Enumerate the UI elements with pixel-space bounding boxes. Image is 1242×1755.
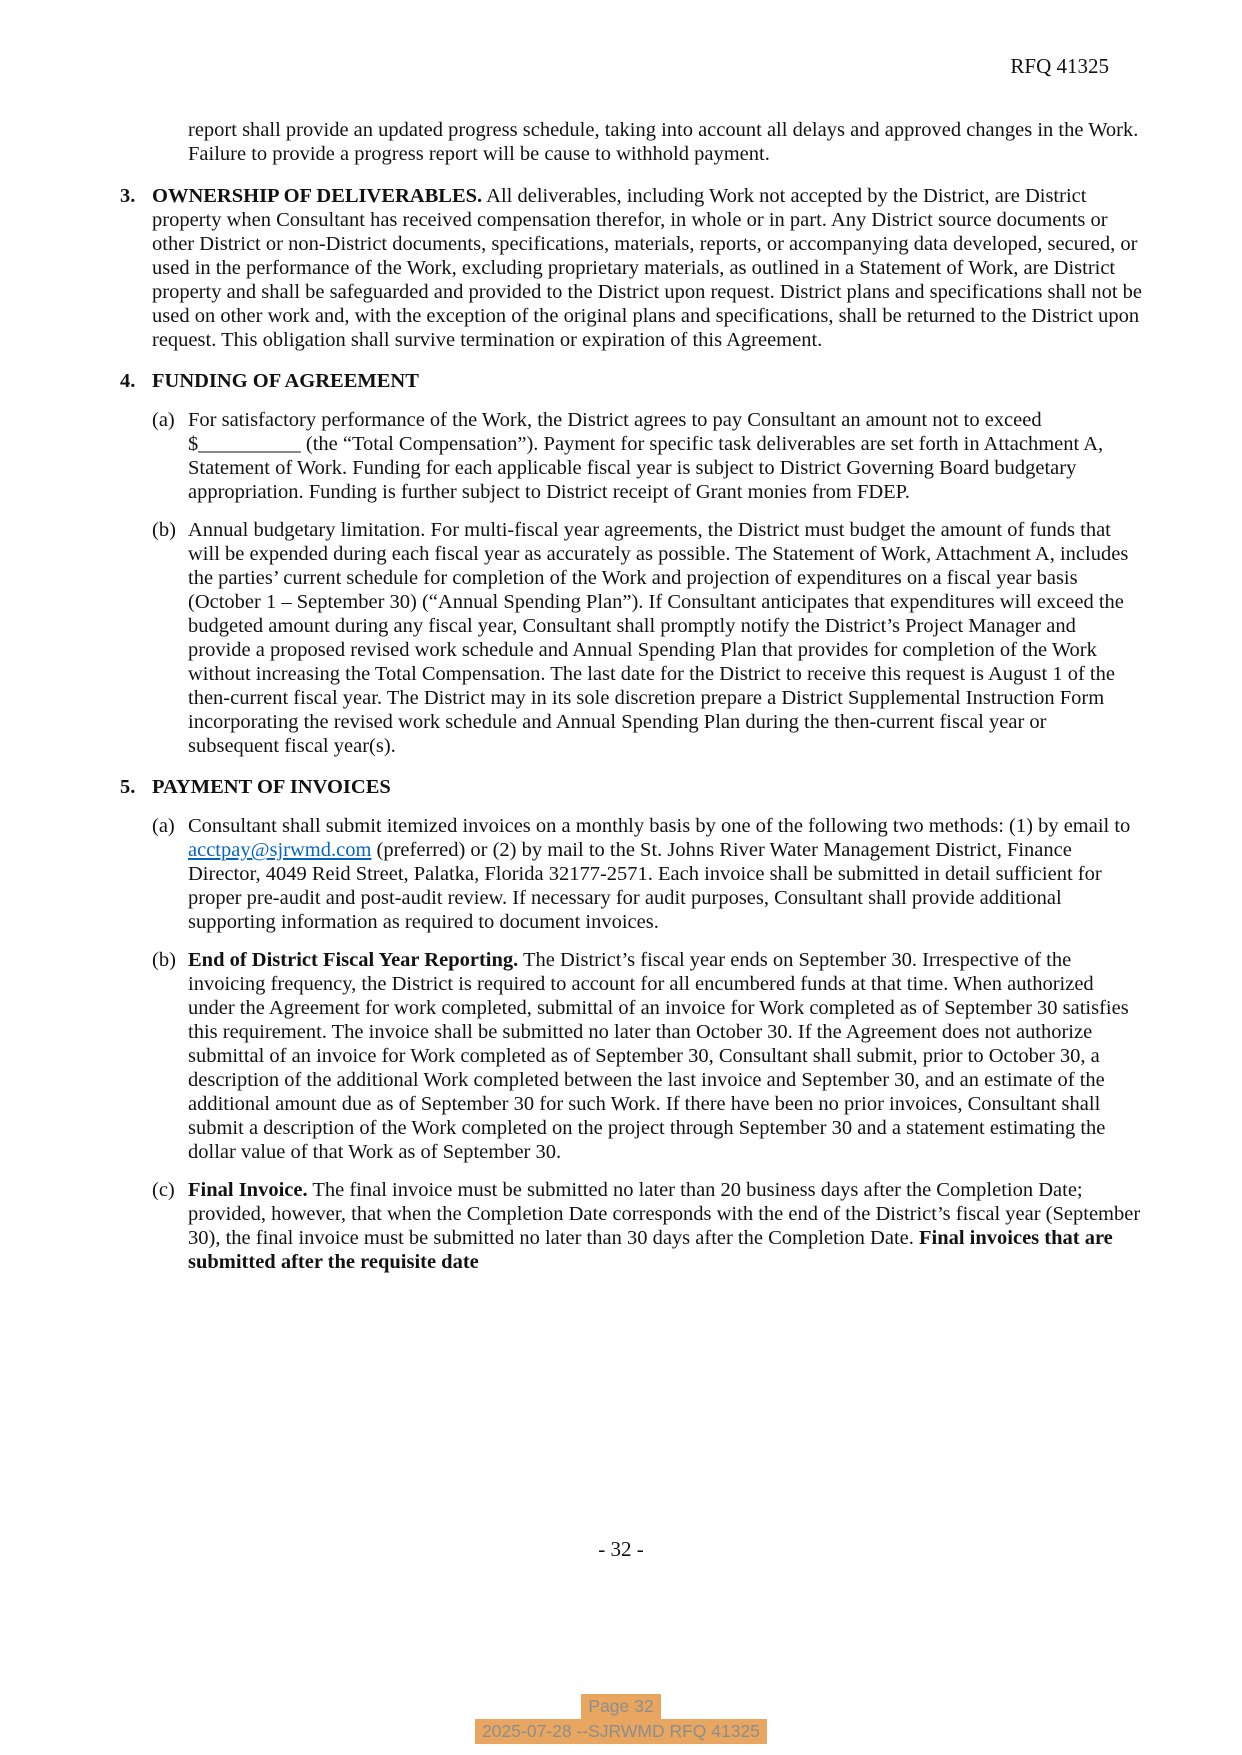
section-3-number: 3. [120, 185, 136, 207]
section-3-paragraph [152, 184, 1142, 352]
item-5b-bold-lead: End of District Fiscal Year Reporting. [188, 949, 519, 971]
section-5-item-a [152, 814, 1142, 934]
item-marker-5c: (c) [152, 1179, 175, 1201]
section-4-number: 4. [120, 370, 136, 392]
section-4-title: FUNDING OF AGREEMENT [152, 370, 419, 392]
section-4-body [152, 369, 1142, 758]
section-5-item-c [152, 1178, 1142, 1274]
section-5-item-b [152, 948, 1142, 1164]
item-marker-4b: (b) [152, 519, 176, 541]
section-3-text: All deliverables, including Work not accepted by the District, are District property when Consultant has received compensation therefor, in whole or in part. Any District source documents or other District or non-District documents, specifications, materials, reports, or accompanying data developed, secured, or used in the performance of the Work, excluding proprietary materials, as outlined in a Statement of Work, are District property and shall be safeguarded and provided to the District upon request. District plans and specifications shall not be used on other work and, with the exception of the original plans and specifications, shall be returned to the District upon request. This obligation shall survive termination or expiration of this Agreement. [152, 185, 1142, 351]
item-text-5a [188, 814, 1142, 934]
continuation-paragraph: report shall provide an updated progress schedule, taking into account all delays and approved changes in the Work. Failure to provide a progress report will be cause to withhold payment. [188, 119, 1139, 165]
section-5 [120, 775, 1142, 1274]
section-5-body [152, 775, 1142, 1274]
item-5b-text: The District’s fiscal year ends on September 30. Irrespective of the invoicing frequency, the District is required to account for all encumbered funds at that time. When authorized under the Agreement for work completed, submittal of an invoice for Work completed as of September 30 satisfies this requirement. The invoice shall be submitted no later than October 30. If the Agreement does not authorize submittal of an invoice for Work completed as of September 30, Consultant shall submit, prior to October 30, a description of the additional Work completed between the last invoice and September 30, and an estimate of the additional amount due as of September 30 for such Work. If there have been no prior invoices, Consultant shall submit a description of the Work completed on the project through September 30 and a statement estimating the dollar value of that Work as of September 30. [188, 949, 1129, 1163]
section-4-item-b [152, 518, 1142, 758]
section-3 [120, 184, 1142, 352]
section-5-title: PAYMENT OF INVOICES [152, 776, 391, 798]
stamp-page-label: Page 32 [581, 1694, 660, 1719]
stamp-date-label: 2025-07-28 --SJRWMD RFQ 41325 [475, 1719, 767, 1744]
section-4 [120, 369, 1142, 758]
section-5-number: 5. [120, 776, 136, 798]
footer-stamp [0, 1694, 1242, 1744]
item-marker-4a: (a) [152, 409, 175, 431]
item-text-5c [188, 1178, 1142, 1274]
email-link[interactable]: acctpay@sjrwmd.com [188, 839, 372, 861]
page-number: - 32 - [598, 1537, 644, 1561]
section-3-body [152, 184, 1142, 352]
document-content [120, 118, 1142, 1291]
item-text-5b [188, 948, 1142, 1164]
item-text-4b: Annual budgetary limitation. For multi-fiscal year agreements, the District must budget the amount of funds that will be expended during each fiscal year as accurately as possible. The Statement of Work, Attachment A, includes the parties’ current schedule for completion of the Work and projection of expenditures on a fiscal year basis (October 1 – September 30) (“Annual Spending Plan”). If Consultant anticipates that expenditures will exceed the budgeted amount during any fiscal year, Consultant shall promptly notify the District’s Project Manager and provide a proposed revised work schedule and Annual Spending Plan that provides for completion of the Work without increasing the Total Compensation. The last date for the District to receive this request is August 1 of the then-current fiscal year. The District may in its sole discretion prepare a District Supplemental Instruction Form incorporating the revised work schedule and Annual Spending Plan during the then-current fiscal year or subsequent fiscal year(s). [188, 519, 1129, 757]
section-3-title: OWNERSHIP OF DELIVERABLES. [152, 185, 483, 207]
item-text-4a: For satisfactory performance of the Work, the District agrees to pay Consultant an amount not to exceed $__________ (the “Total Compensation”). Payment for specific task deliverables are set forth in Attachment A, Statement of Work. Funding for each applicable fiscal year is subject to District Governing Board budgetary appropriation. Funding is further subject to District receipt of Grant monies from FDEP. [188, 409, 1104, 503]
item-5c-text: The final invoice must be submitted no later than 20 business days after the Completion Date; provided, however, that when the Completion Date corresponds with the end of the District’s fiscal year (September 30), the final invoice must be submitted no later than 30 days after the Completion Date. [188, 1179, 1141, 1249]
item-5a-text-after-link: (preferred) or (2) by mail to the St. Johns River Water Management District, Finance Director, 4049 Reid Street, Palatka, Florida 32177-2571. Each invoice shall be submitted in detail sufficient for proper pre-audit and post-audit review. If necessary for audit purposes, Consultant shall provide additional supporting information as required to document invoices. [188, 839, 1102, 933]
section-4-item-a [152, 408, 1142, 504]
item-5c-bold-tail: Final invoices that are submitted after the requisite date [188, 1227, 1113, 1273]
item-5a-text-before-link: Consultant shall submit itemized invoices on a monthly basis by one of the following two methods: (1) by email to [188, 815, 1131, 837]
item-marker-5b: (b) [152, 949, 176, 971]
header-rfq-number: RFQ 41325 [1010, 54, 1109, 78]
item-marker-5a: (a) [152, 815, 175, 837]
item-5c-bold-lead: Final Invoice. [188, 1179, 308, 1201]
